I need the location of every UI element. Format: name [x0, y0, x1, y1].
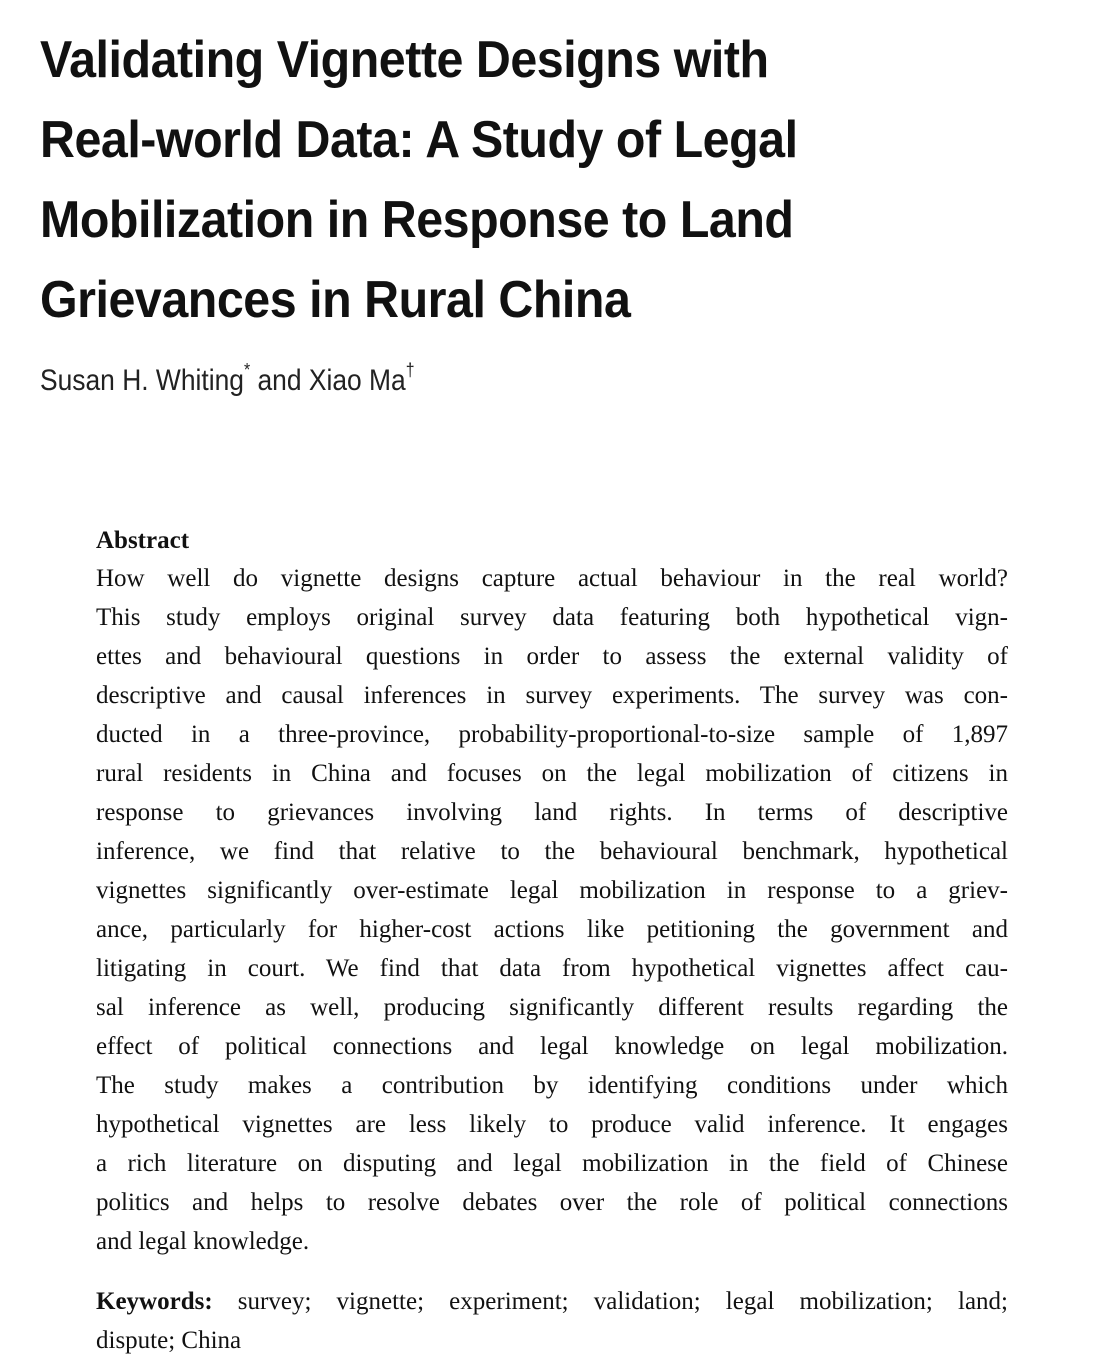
author-name: Xiao Ma — [308, 364, 406, 397]
keywords-label: Keywords: — [96, 1288, 213, 1315]
keywords-list: survey; vignette; experiment; validation; legal mobilization; land; — [212, 1288, 1008, 1315]
abstract-line: sal inference as well, producing significantly different results regarding the — [96, 994, 1008, 1021]
keywords-section — [96, 1282, 1008, 1360]
author-connector: and — [250, 364, 309, 397]
abstract-line: inference, we find that relative to the behavioural benchmark, hypothetical — [96, 838, 1008, 865]
keywords-line: dispute; China — [96, 1327, 242, 1354]
abstract-line: politics and helps to resolve debates over the role of political connections — [96, 1189, 1008, 1216]
abstract-line: ance, particularly for higher-cost actions like petitioning the government and — [96, 916, 1008, 943]
title-line: Grievances in Rural China — [40, 271, 631, 329]
keywords-line — [96, 1282, 1008, 1321]
title-line: Real-world Data: A Study of Legal — [40, 111, 798, 169]
abstract-line: ducted in a three-province, probability-proportional-to-size sample of 1,897 — [96, 721, 1008, 748]
abstract-line: effect of political connections and legal knowledge on legal mobilization. — [96, 1033, 1008, 1060]
abstract-line: The study makes a contribution by identifying conditions under which — [96, 1072, 1008, 1099]
title-line: Validating Vignette Designs with — [40, 31, 769, 89]
abstract-line: descriptive and causal inferences in survey experiments. The survey was con- — [96, 682, 1008, 709]
abstract-line: and legal knowledge. — [96, 1228, 310, 1255]
abstract-line: vignettes significantly over-estimate legal mobilization in response to a griev- — [96, 877, 1008, 904]
abstract-line: rural residents in China and focuses on the legal mobilization of citizens in — [96, 760, 1008, 787]
author-footnote-mark[interactable]: † — [405, 360, 415, 380]
abstract-line: How well do vignette designs capture actual behaviour in the real world? — [96, 565, 1008, 592]
abstract-line: response to grievances involving land rights. In terms of descriptive — [96, 799, 1008, 826]
author-name: Susan H. Whiting — [40, 364, 244, 397]
abstract-line: This study employs original survey data featuring both hypothetical vign- — [96, 604, 1008, 631]
abstract-line: a rich literature on disputing and legal mobilization in the field of Chinese — [96, 1150, 1008, 1177]
author-list — [40, 360, 415, 398]
abstract-section — [96, 524, 1008, 1261]
author-footnote-mark[interactable]: * — [243, 360, 251, 380]
abstract-line: ettes and behavioural questions in order to assess the external validity of — [96, 643, 1008, 670]
abstract-heading: Abstract — [96, 527, 190, 554]
abstract-line: litigating in court. We find that data from hypothetical vignettes affect cau- — [96, 955, 1008, 982]
paper-title — [40, 20, 877, 340]
abstract-line: hypothetical vignettes are less likely to produce valid inference. It engages — [96, 1111, 1008, 1138]
abstract-body — [96, 559, 1008, 1261]
title-line: Mobilization in Response to Land — [40, 191, 794, 249]
